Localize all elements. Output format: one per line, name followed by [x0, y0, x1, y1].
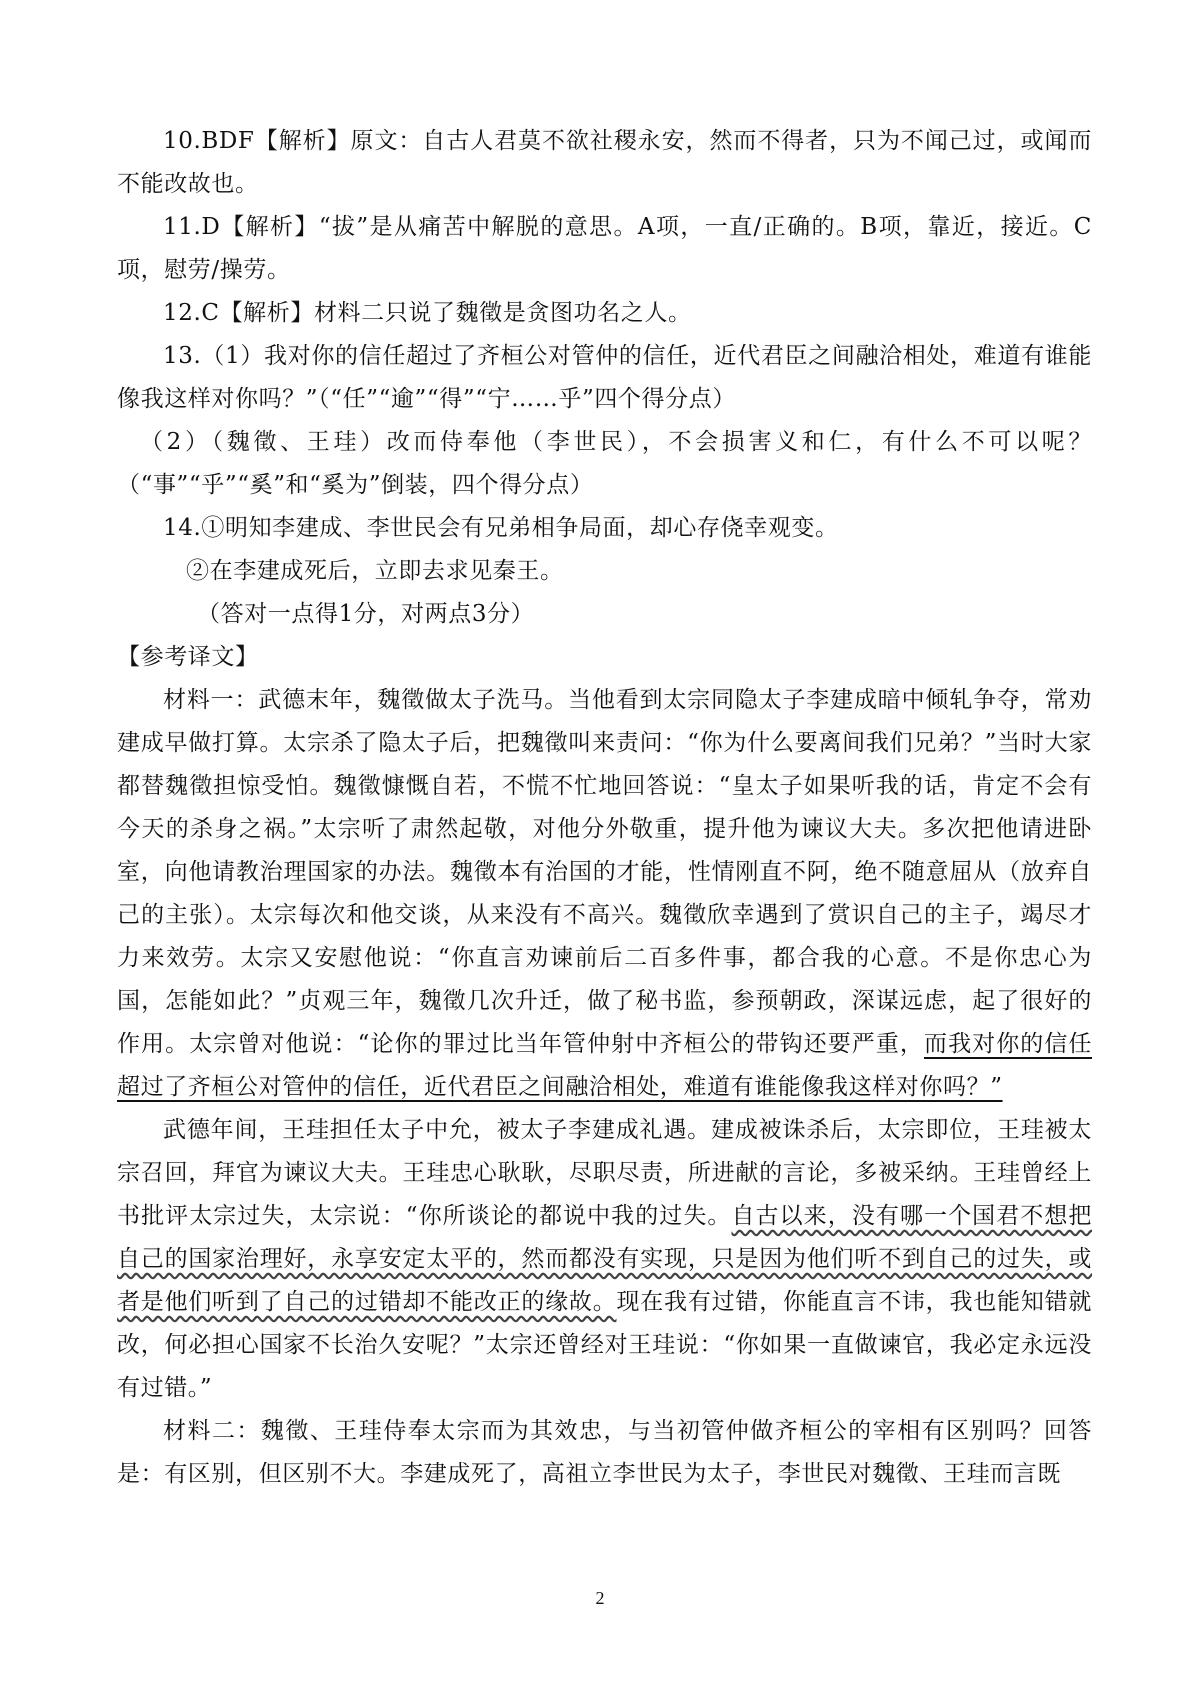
answer-q13-part1: 13.（1）我对你的信任超过了齐桓公对管仲的信任，近代君臣之间融洽相处，难道有谁能像我这样对你吗？”（“任”“逾”“得”“宁……乎”四个得分点）: [117, 343, 1092, 412]
answer-q14-point2: ②在李建成死后，立即去求见秦王。: [186, 558, 564, 584]
translation-heading: 【参考译文】: [117, 644, 259, 670]
translation-material-one-wang-gui: [117, 1109, 1092, 1410]
translation-m1-text: 材料一：武德末年，魏徵做太子洗马。当他看到太宗同隐太子李建成暗中倾轧争夺，常劝建成早做打算。太宗杀了隐太子后，把魏徵叫来责问：“你为什么要离间我们兄弟？”当时大家都替魏徵担惊受怕。魏徵慷慨自若，不慌不忙地回答说：“皇太子如果听我的话，肯定不会有今天的杀身之祸。”太宗听了肃然起敬，对他分外敬重，提升他为谏议大夫。多次把他请进卧室，向他请教治理国家的办法。魏徵本有治国的才能，性情刚直不阿，绝不随意屈从（放弃自己的主张）。太宗每次和他交谈，从来没有不高兴。魏徵欣幸遇到了赏识自己的主子，竭尽才力来效劳。太宗又安慰他说：“你直言劝谏前后二百多件事，都合我的心意。不是你忠心为国，怎能如此？”贞观三年，魏徵几次升迁，做了秘书监，参预朝政，深谋远虑，起了很好的作用。太宗曾对他说：“论你的罪过比当年管仲射中齐桓公的带钩还要严重，: [117, 687, 1092, 1057]
translation-m1b-text: 武德年间，王珪担任太子中允，被太子李建成礼遇。建成被诛杀后，太宗即位，王珪被太宗召回，拜官为谏议大夫。王珪忠心耿耿，尽职尽责，所进献的言论，多被采纳。王珪曾经上书批评太宗过失，太宗说：“你所谈论的都说中我的过失。: [117, 1117, 1092, 1229]
page-number: 2: [595, 1588, 605, 1608]
document-body: [117, 120, 1092, 1496]
translation-material-one: [117, 679, 1092, 1109]
translation-m1-underlined: 而我对你的信任超过了齐桓公对管仲的信任，近代君臣之间融洽相处，难道有谁能像我这样对你吗？”: [117, 1031, 1092, 1100]
answer-q11: 11.D【解析】“拔”是从痛苦中解脱的意思。A项，一直/正确的。B项，靠近，接近。C项，慰劳/操劳。: [117, 214, 1092, 283]
answer-q12: 12.C【解析】材料二只说了魏徵是贪图功名之人。: [163, 300, 692, 326]
answer-q14-point1: 14.①明知李建成、李世民会有兄弟相争局面，却心存侥幸观变。: [163, 515, 839, 541]
translation-m1b-text-end: 现在我有过错，你能直言不讳，我也能知错就改，何必担心国家不长治久安呢？”太宗还曾经对王珪说：“你如果一直做谏官，我必定永远没有过错。”: [117, 1289, 1092, 1401]
answer-q13-part2: （2）（魏徵、王珪）改而侍奉他（李世民），不会损害义和仁，有什么不可以呢？（“事”“乎”“奚”和“奚为”倒装，四个得分点）: [117, 429, 1092, 498]
answer-q14-scoring-note: （答对一点得1分，对两点3分）: [197, 601, 535, 627]
answer-q10: 10.BDF【解析】原文：自古人君莫不欲社稷永安，然而不得者，只为不闻己过，或闻而不能改故也。: [117, 128, 1092, 197]
translation-material-two: 材料二：魏徵、王珪侍奉太宗而为其效忠，与当初管仲做齐桓公的宰相有区别吗？回答是：有区别，但区别不大。李建成死了，高祖立李世民为太子，李世民对魏徵、王珪而言既: [117, 1418, 1092, 1487]
translation-m1b-wavy: 自古以来，没有哪一个国君不想把自己的国家治理好，永享安定太平的，然而都没有实现，只是因为他们听不到自己的过失，或者是他们听到了自己的过错却不能改正的缘故。: [117, 1203, 1093, 1315]
